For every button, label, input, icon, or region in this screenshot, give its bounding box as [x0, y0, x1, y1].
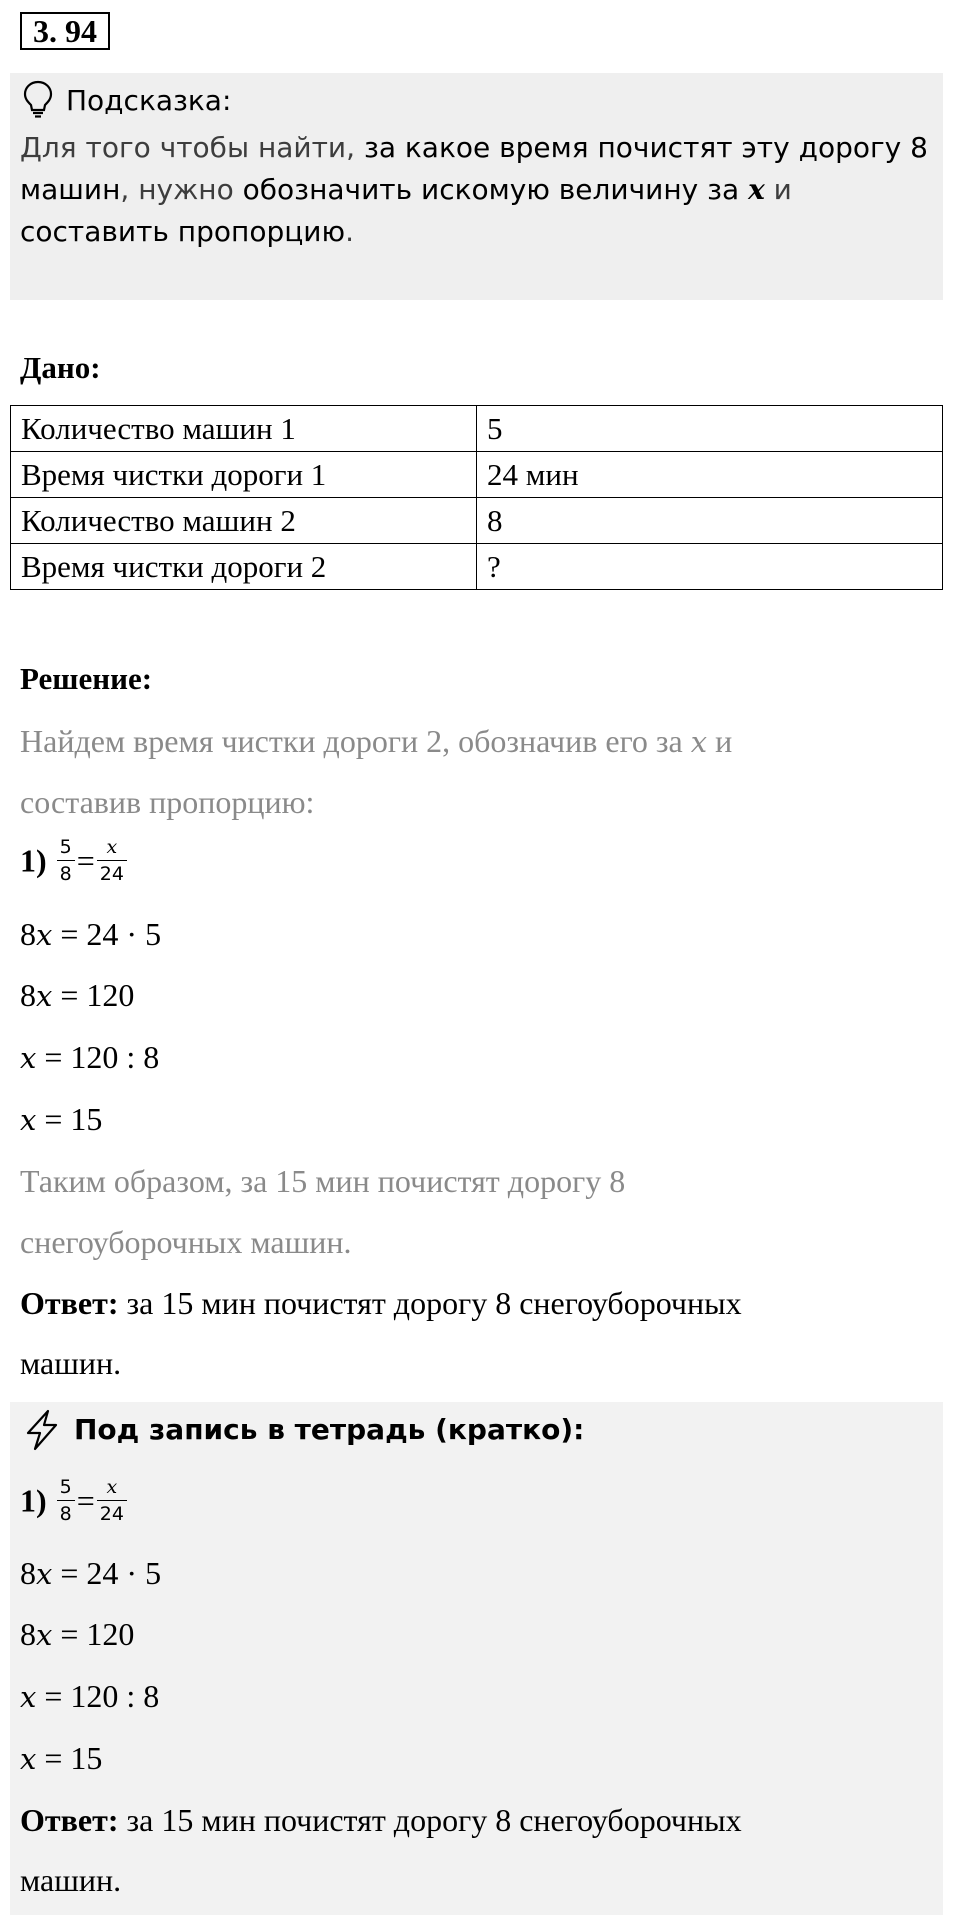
brief-answer-line2: машин.: [20, 1862, 122, 1898]
brief-equation-line: 8x = 24 · 5: [20, 1555, 162, 1591]
table-cell-value: 24 мин: [477, 452, 943, 498]
proportion-equation: 1) $\frac{5}{8}$ = $\frac{x}{24}$: [20, 834, 129, 887]
brief-proportion-equation: 1) $\frac{5}{8}$ = $\frac{x}{24}$: [20, 1474, 129, 1527]
conclusion-line2: снегоуборочных машин.: [20, 1224, 352, 1260]
brief-title: Под запись в тетрадь (кратко):: [74, 1413, 585, 1446]
fraction: $\frac{5}{8}$: [57, 1474, 75, 1527]
table-row: [11, 406, 943, 452]
equation-line: 8x = 24 · 5: [20, 916, 162, 952]
lightbulb-icon: [22, 79, 54, 119]
given-title: Дано:: [20, 350, 101, 385]
table-cell-value: 5: [477, 406, 943, 452]
table-cell-label: Время чистки дороги 2: [11, 544, 477, 590]
given-table: [10, 405, 943, 590]
hint-title: Подсказка:: [66, 84, 232, 117]
table-cell-label: Время чистки дороги 1: [11, 452, 477, 498]
step-label: 1): [20, 842, 47, 879]
table-row: [11, 544, 943, 590]
table-cell-value: ?: [477, 544, 943, 590]
fraction: $\frac{x}{24}$: [97, 1474, 127, 1527]
problem-number: 3. 94: [20, 12, 110, 50]
solution-intro-line2: составив пропорцию:: [20, 784, 315, 820]
table-cell-label: Количество машин 2: [11, 498, 477, 544]
answer-line2: машин.: [20, 1345, 122, 1381]
step-label: 1): [20, 1482, 47, 1519]
table-row: [11, 452, 943, 498]
table-row: [11, 498, 943, 544]
lightning-icon: [22, 1408, 62, 1452]
equation-line: 8x = 120: [20, 977, 135, 1013]
solution-intro-line1: Найдем время чистки дороги 2, обозначив его за x и: [20, 723, 733, 759]
fraction: $\frac{5}{8}$: [57, 834, 75, 887]
hint-text: Для того чтобы найти, за какое время почистят эту дорогу 8 машин, нужно обозначить искомую величину за x и составить пропорцию.: [20, 131, 928, 248]
equation-line: x = 15: [20, 1101, 103, 1137]
brief-equation-line: x = 15: [20, 1740, 103, 1776]
fraction: $\frac{x}{24}$: [97, 834, 127, 887]
equation-line: x = 120 : 8: [20, 1039, 160, 1075]
brief-answer-line1: Ответ: за 15 мин почистят дорогу 8 снегоуборочных: [20, 1802, 742, 1838]
table-cell-value: 8: [477, 498, 943, 544]
brief-equation-line: 8x = 120: [20, 1616, 135, 1652]
brief-equation-line: x = 120 : 8: [20, 1678, 160, 1714]
solution-title: Решение:: [20, 661, 153, 696]
conclusion-line1: Таким образом, за 15 мин почистят дорогу 8: [20, 1163, 626, 1199]
table-cell-label: Количество машин 1: [11, 406, 477, 452]
answer-line1: Ответ: за 15 мин почистят дорогу 8 снегоуборочных: [20, 1285, 742, 1321]
